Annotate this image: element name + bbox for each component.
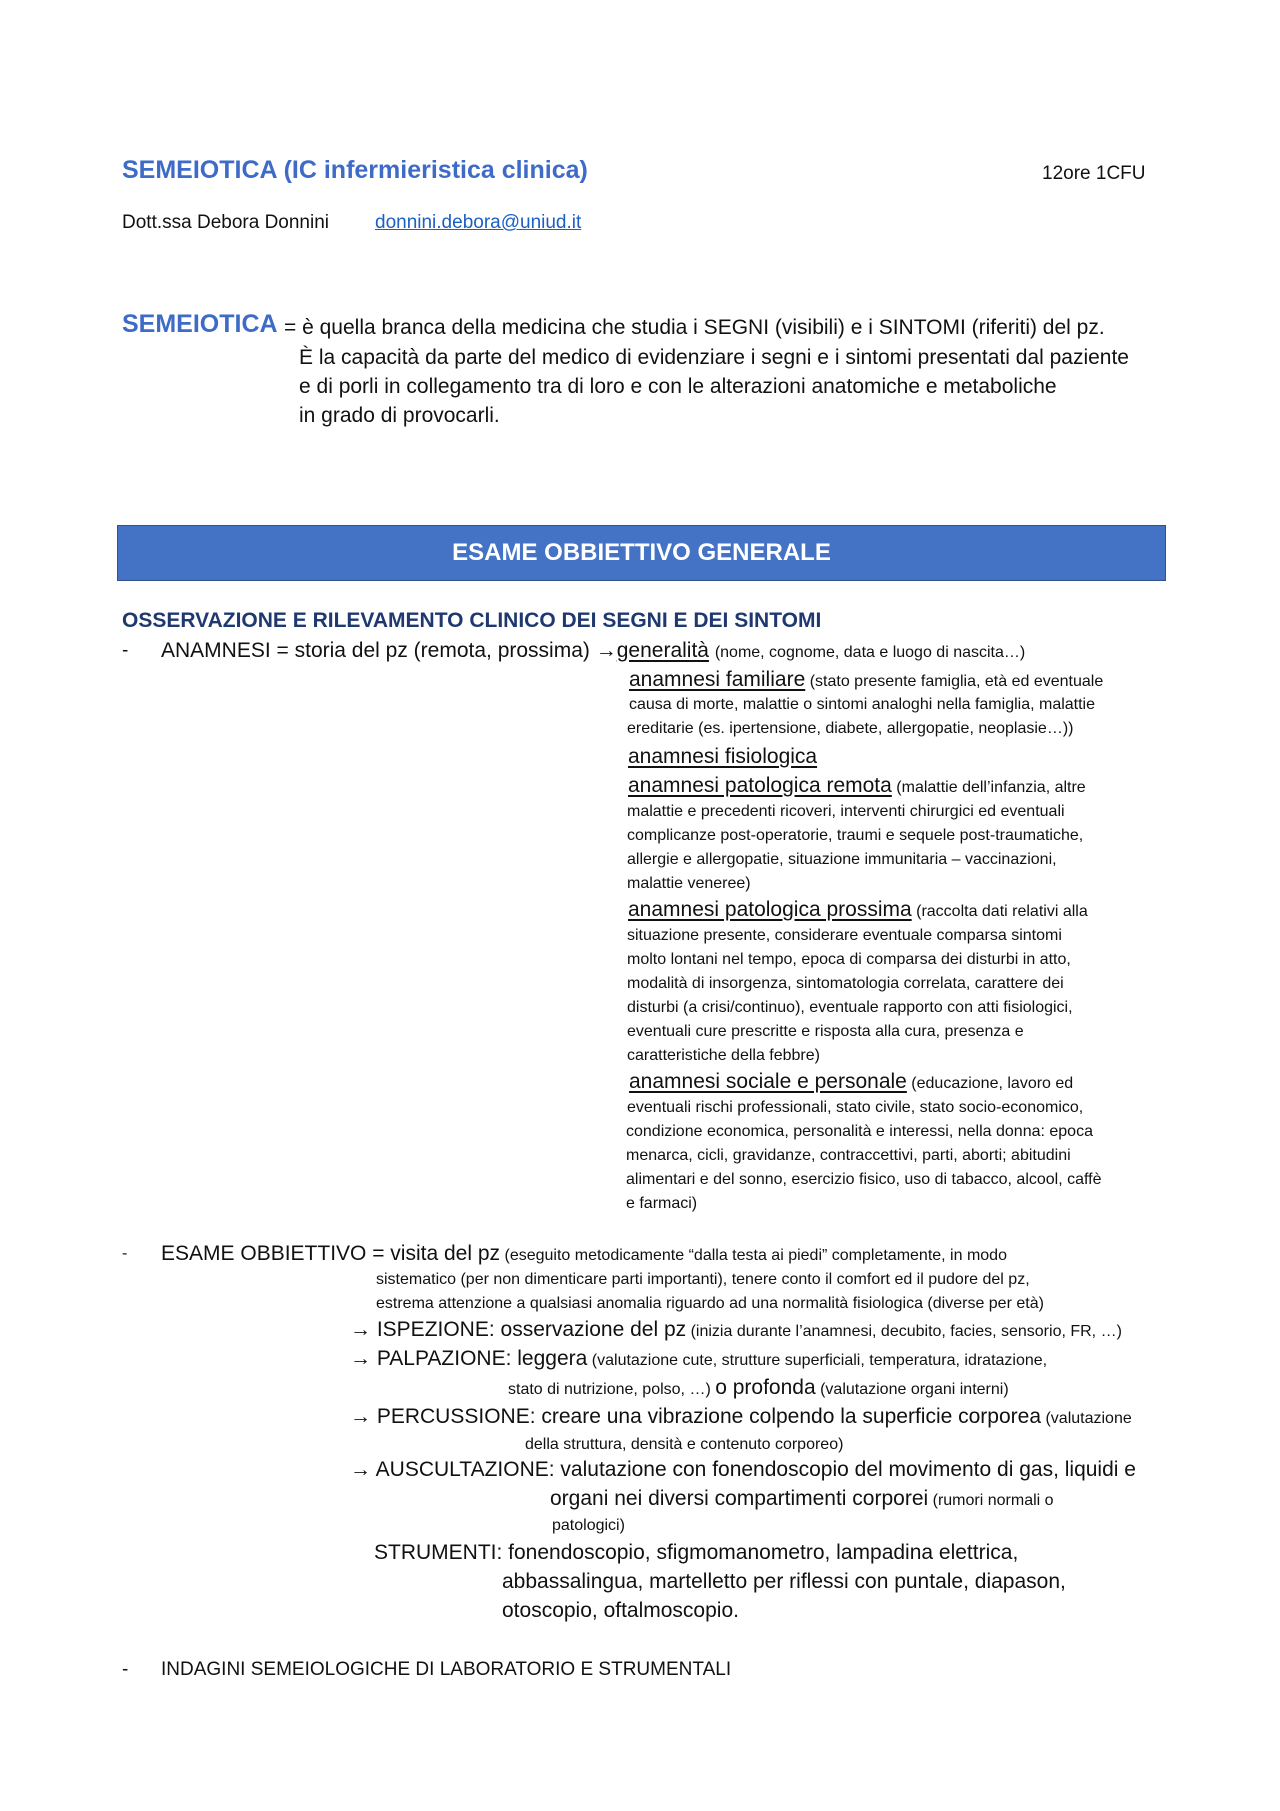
ispezione-line <box>350 1318 1122 1342</box>
anamnesi-remota-note-2: malattie e precedenti ricoveri, interventi chirurgici ed eventuali <box>627 803 1065 820</box>
strumenti-line-3: otoscopio, oftalmoscopio. <box>502 1599 739 1622</box>
auscultazione-note-1: (rumori normali o <box>932 1492 1054 1509</box>
author-name: Dott.ssa Debora Donnini <box>122 212 329 233</box>
anamnesi-label-text: ANAMNESI = storia del pz (remota, prossima) <box>161 639 590 662</box>
anamnesi-sociale-note-3: condizione economica, personalità e interessi, nella donna: epoca <box>626 1123 1093 1140</box>
anamnesi-fisiologica-label: anamnesi fisiologica <box>628 745 818 768</box>
esame-line <box>161 1242 1007 1266</box>
indagini-label: INDAGINI SEMEIOLOGICHE DI LABORATORIO E STRUMENTALI <box>161 1659 732 1680</box>
bullet-indagini: - <box>122 1659 129 1680</box>
bullet-esame: - <box>122 1245 128 1262</box>
anamnesi-prossima-note-7: caratteristiche della febbre) <box>627 1047 820 1064</box>
anamnesi-label <box>161 639 1025 663</box>
anamnesi-sociale-line <box>629 1070 1073 1094</box>
strumenti-line-1: STRUMENTI: fonendoscopio, sfigmomanometro, lampadina elettrica, <box>374 1541 1019 1564</box>
anamnesi-remota-note-4: allergie e allergopatie, situazione immunitaria – vaccinazioni, <box>627 851 1057 868</box>
generalita-note: (nome, cognome, data e luogo di nascita…) <box>714 644 1026 661</box>
esame-label: ESAME OBBIETTIVO = visita del pz <box>161 1242 501 1265</box>
section-banner: ESAME OBBIETTIVO GENERALE <box>117 525 1166 581</box>
percussione-label: → PERCUSSIONE: creare una vibrazione colpendo la superficie corporea <box>350 1405 1042 1428</box>
percussione-note-2: della struttura, densità e contenuto corporeo) <box>525 1436 844 1453</box>
profonda-label: o profonda <box>715 1376 816 1399</box>
anamnesi-prossima-note-4: modalità di insorgenza, sintomatologia correlata, carattere dei <box>627 975 1064 992</box>
anamnesi-sociale-note-1: (educazione, lavoro ed <box>911 1075 1074 1092</box>
auscultazione-line-2 <box>550 1487 1054 1511</box>
percussione-line <box>350 1405 1132 1429</box>
palpazione-note-2: stato di nutrizione, polso, …) <box>508 1381 711 1398</box>
auscultazione-note-2: patologici) <box>552 1517 625 1534</box>
palpazione-note-1: (valutazione cute, strutture superficiali, temperatura, idratazione, <box>591 1352 1048 1369</box>
auscultazione-text-2: organi nei diversi compartimenti corporei <box>550 1487 929 1510</box>
anamnesi-sociale-note-2: eventuali rischi professionali, stato civile, stato socio-economico, <box>627 1099 1084 1116</box>
anamnesi-sociale-note-6: e farmaci) <box>626 1195 698 1212</box>
anamnesi-remota-note-3: complicanze post-operatorie, traumi e sequele post-traumatiche, <box>627 827 1084 844</box>
anamnesi-familiare-line <box>629 668 1103 692</box>
anamnesi-remota-note-5: malattie veneree) <box>627 875 751 892</box>
palpazione-line-2 <box>508 1376 1009 1400</box>
ispezione-label: → ISPEZIONE: osservazione del pz <box>350 1318 687 1341</box>
profonda-note: (valutazione organi interni) <box>820 1381 1009 1398</box>
anamnesi-prossima-note-6: eventuali cure prescritte e risposta alla cura, presenza e <box>627 1023 1024 1040</box>
document-title: SEMEIOTICA (IC infermieristica clinica) <box>122 156 588 184</box>
author-email-link[interactable]: donnini.debora@uniud.it <box>375 212 582 233</box>
definition-line-2: È la capacità da parte del medico di evidenziare i segni e i sintomi presentati dal paziente <box>299 346 1129 369</box>
definition-line-4: in grado di provocarli. <box>299 404 500 427</box>
anamnesi-familiare-note-2: causa di morte, malattie o sintomi analoghi nella famiglia, malattie <box>629 696 1096 713</box>
definition-line-1: = è quella branca della medicina che studia i SEGNI (visibili) e i SINTOMI (riferiti) del pz. <box>284 316 1105 339</box>
anamnesi-prossima-note-1: (raccolta dati relativi alla <box>916 903 1088 920</box>
anamnesi-prossima-label: anamnesi patologica prossima <box>628 898 912 921</box>
section-heading: OSSERVAZIONE E RILEVAMENTO CLINICO DEI SEGNI E DEI SINTOMI <box>122 609 822 632</box>
ispezione-note: (inizia durante l’anamnesi, decubito, facies, sensorio, FR, …) <box>690 1323 1122 1340</box>
anamnesi-familiare-note-3: ereditarie (es. ipertensione, diabete, allergopatie, neoplasie…)) <box>627 720 1074 737</box>
anamnesi-prossima-line <box>628 898 1088 922</box>
anamnesi-prossima-note-3: molto lontani nel tempo, epoca di comparsa dei disturbi in atto, <box>627 951 1071 968</box>
course-hours: 12ore 1CFU <box>1042 163 1146 184</box>
esame-note-1: (eseguito metodicamente “dalla testa ai piedi” completamente, in modo <box>504 1247 1007 1264</box>
definition-term: SEMEIOTICA <box>122 310 278 338</box>
anamnesi-familiare-note-1: (stato presente famiglia, età ed eventuale <box>809 673 1104 690</box>
anamnesi-prossima-note-5: disturbi (a crisi/continuo), eventuale rapporto con atti fisiologici, <box>627 999 1073 1016</box>
anamnesi-remota-line <box>628 774 1086 798</box>
anamnesi-remota-note-1: (malattie dell’infanzia, altre <box>896 779 1086 796</box>
palpazione-label: → PALPAZIONE: leggera <box>350 1347 588 1370</box>
anamnesi-sociale-note-5: alimentari e del sonno, esercizio fisico, uso di tabacco, alcool, caffè <box>626 1171 1102 1188</box>
bullet-anamnesi: - <box>122 640 129 661</box>
anamnesi-prossima-note-2: situazione presente, considerare eventuale comparsa sintomi <box>627 927 1062 944</box>
palpazione-line <box>350 1347 1047 1371</box>
anamnesi-sociale-note-4: menarca, cicli, gravidanze, contraccettivi, parti, aborti; abitudini <box>626 1147 1071 1164</box>
esame-note-2: sistematico (per non dimenticare parti importanti), tenere conto il comfort ed il pudore del pz, <box>376 1271 1030 1288</box>
definition-line-3: e di porli in collegamento tra di loro e con le alterazioni anatomiche e metaboliche <box>299 375 1057 398</box>
anamnesi-sociale-label: anamnesi sociale e personale <box>629 1070 907 1093</box>
auscultazione-label: → AUSCULTAZIONE: valutazione con fonendoscopio del movimento di gas, liquidi e <box>350 1458 1136 1481</box>
anamnesi-familiare-label: anamnesi familiare <box>629 668 806 691</box>
generalita-label: generalità <box>616 639 709 662</box>
esame-note-3: estrema attenzione a qualsiasi anomalia riguardo ad una normalità fisiologica (diverse per età) <box>376 1295 1044 1312</box>
strumenti-line-2: abbassalingua, martelletto per riflessi con puntale, diapason, <box>502 1570 1066 1593</box>
anamnesi-remota-label: anamnesi patologica remota <box>628 774 892 797</box>
arrow-icon: → <box>595 639 617 662</box>
percussione-note-1: (valutazione <box>1045 1410 1132 1427</box>
